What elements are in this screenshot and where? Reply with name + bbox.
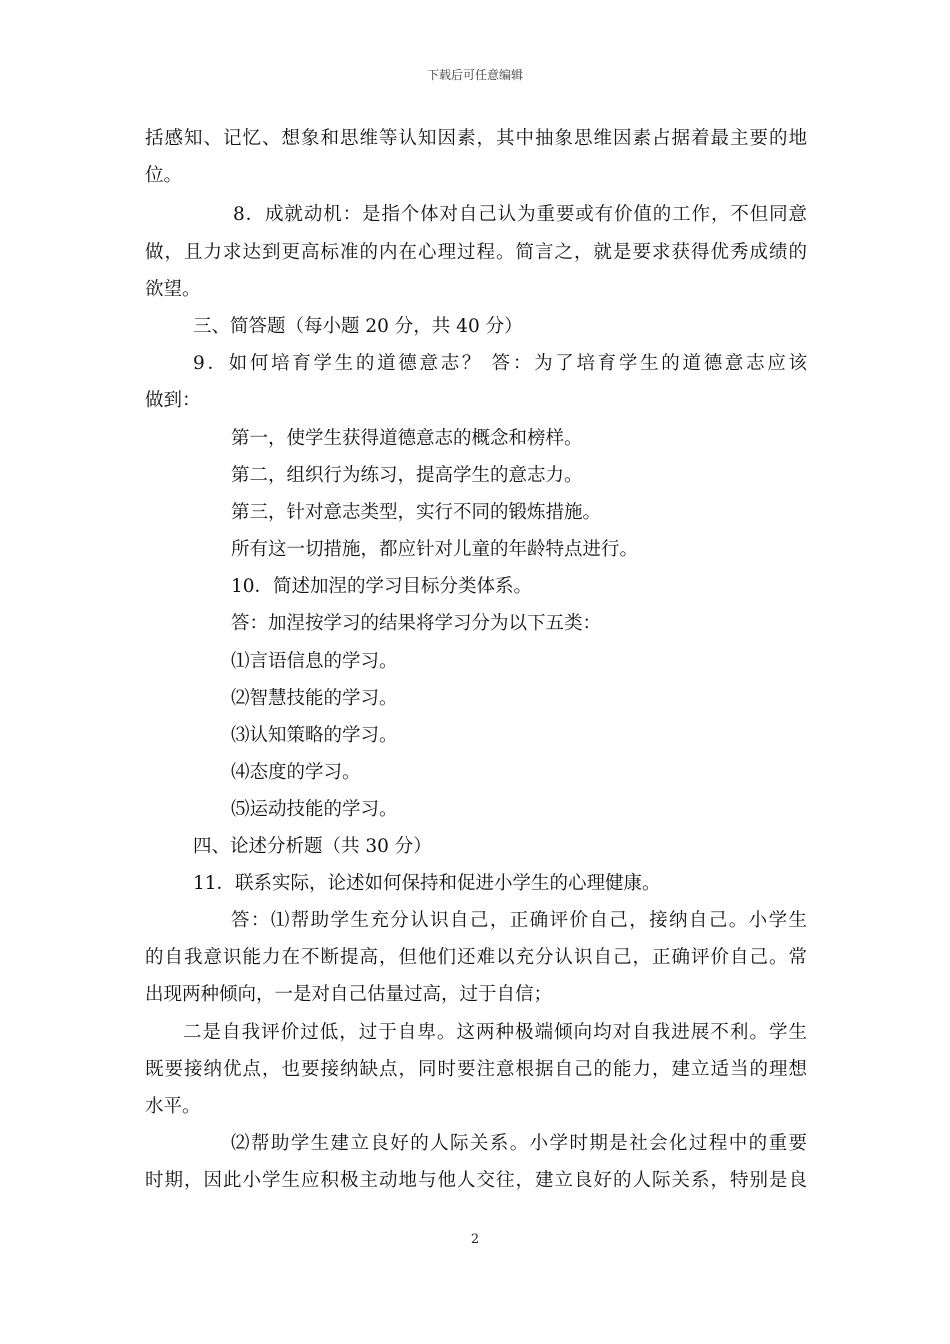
- text-line: 的自我意识能力在不断提高，但他们还难以充分认识自己，正确评价自己。常: [145, 947, 807, 968]
- text-line: 时期，因此小学生应积极主动地与他人交往，建立良好的人际关系，特别是良: [145, 1170, 807, 1191]
- text-line: 水平。: [145, 1096, 201, 1117]
- text-line: 既要接纳优点，也要接纳缺点，同时要注意根据自己的能力，建立适当的理想: [145, 1059, 807, 1080]
- text-line: ⑴言语信息的学习。: [231, 651, 398, 672]
- text-line: 答：⑴帮助学生充分认识自己，正确评价自己，接纳自己。小学生: [231, 910, 807, 931]
- text-line: 括感知、记忆、想象和思维等认知因素，其中抽象思维因素占据着最主要的地: [145, 128, 807, 149]
- text-line: 所有这一切措施，都应针对儿童的年龄特点进行。: [231, 539, 639, 560]
- text-line: 10．简述加涅的学习目标分类体系。: [231, 576, 533, 597]
- text-line: 第一，使学生获得道德意志的概念和榜样。: [231, 428, 583, 449]
- text-line: ⑵帮助学生建立良好的人际关系。小学时期是社会化过程中的重要: [231, 1133, 807, 1154]
- text-line: 做，且力求达到更高标准的内在心理过程。简言之，就是要求获得优秀成绩的: [145, 242, 807, 263]
- text-line: 8．成就动机：是指个体对自己认为重要或有价值的工作，不但同意: [233, 204, 807, 225]
- text-line: 三、简答题（每小题 20 分，共 40 分）: [193, 316, 523, 337]
- text-line: ⑸运动技能的学习。: [231, 799, 398, 820]
- text-line: 9．如何培育学生的道德意志？ 答：为了培育学生的道德意志应该: [193, 353, 807, 374]
- page-header: 下载后可任意编辑: [426, 68, 523, 82]
- text-line: 第三，针对意志类型，实行不同的锻炼措施。: [231, 502, 602, 523]
- text-line: 答：加涅按学习的结果将学习分为以下五类：: [231, 613, 602, 634]
- text-line: 出现两种倾向，一是对自己估量过高，过于自信；: [145, 984, 553, 1005]
- text-line: ⑶认知策略的学习。: [231, 725, 398, 746]
- text-line: ⑷态度的学习。: [231, 762, 361, 783]
- text-line: ⑵智慧技能的学习。: [231, 688, 398, 709]
- text-line: 位。: [145, 165, 183, 186]
- text-line: 欲望。: [145, 279, 201, 300]
- text-line: 第二，组织行为练习，提高学生的意志力。: [231, 465, 583, 486]
- text-line: 四、论述分析题（共 30 分）: [193, 836, 432, 857]
- page-number: 2: [470, 1232, 480, 1247]
- text-line: 11．联系实际，论述如何保持和促进小学生的心理健康。: [193, 873, 661, 894]
- text-line: 做到：: [145, 390, 201, 411]
- text-line: 二是自我评价过低，过于自卑。这两种极端倾向均对自我进展不利。学生: [183, 1022, 807, 1043]
